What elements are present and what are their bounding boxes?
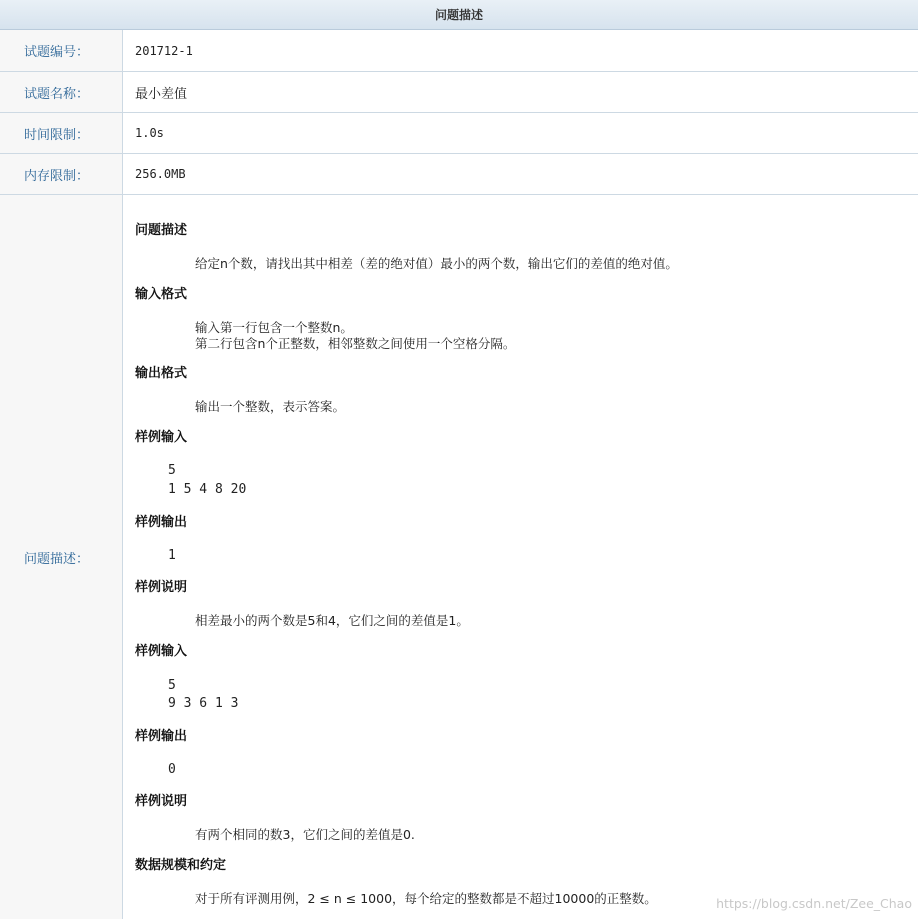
section-title: 样例输出: [135, 729, 188, 744]
section-title: 样例说明: [135, 580, 188, 595]
header-title: 问题描述: [434, 8, 483, 22]
input-format-line: 输入第一行包含一个整数n。: [195, 320, 353, 335]
id-value: 201712-1: [135, 43, 193, 58]
name-value: 最小差值: [135, 86, 188, 102]
sample-input-line: 5: [168, 678, 176, 693]
section-title: 样例说明: [135, 794, 188, 809]
info-row-time: [0, 113, 918, 154]
sample-explanation-text: 相差最小的两个数是5和4，它们之间的差值是1。: [195, 613, 469, 628]
memory-limit-label: 内存限制：: [0, 154, 123, 194]
table-header: [0, 0, 918, 30]
section-title: 样例输出: [135, 515, 188, 530]
sample-output-text: 0: [168, 762, 176, 777]
section-title: 输入格式: [135, 287, 188, 302]
sample-explanation-text: 有两个相同的数3，它们之间的差值是0.: [195, 827, 415, 842]
input-format-line: 第二行包含n个正整数，相邻整数之间使用一个空格分隔。: [195, 336, 516, 351]
section-title: 样例输入: [135, 430, 188, 445]
section-title: 输出格式: [135, 366, 188, 381]
sample-output-text: 1: [168, 548, 176, 563]
sample-input-line: 5: [168, 463, 176, 478]
info-row-id: [0, 30, 918, 72]
sample-input-line: 9 3 6 1 3: [168, 696, 239, 711]
info-row-memory: [0, 154, 918, 195]
output-format-text: 输出一个整数，表示答案。: [195, 399, 346, 414]
description-row: [0, 195, 918, 919]
id-label: 试题编号：: [0, 30, 123, 71]
description-label: 问题描述：: [0, 195, 123, 919]
section-title: 样例输入: [135, 644, 188, 659]
info-row-name: [0, 72, 918, 113]
time-limit-value: 1.0s: [135, 126, 164, 140]
section-title: 数据规模和约定: [135, 858, 227, 873]
sample-input-line: 1 5 4 8 20: [168, 482, 247, 497]
watermark: https://blog.csdn.net/Zee_Chao: [716, 896, 912, 911]
name-label: 试题名称：: [0, 72, 123, 112]
memory-limit-value: 256.0MB: [135, 167, 186, 181]
problem-text: 给定n个数，请找出其中相差（差的绝对值）最小的两个数，输出它们的差值的绝对值。: [195, 256, 678, 271]
constraints-text: 对于所有评测用例，2 ≤ n ≤ 1000，每个给定的整数都是不超过10000的正整数。: [195, 891, 657, 906]
time-limit-label: 时间限制：: [0, 113, 123, 153]
section-title: 问题描述: [135, 223, 188, 238]
